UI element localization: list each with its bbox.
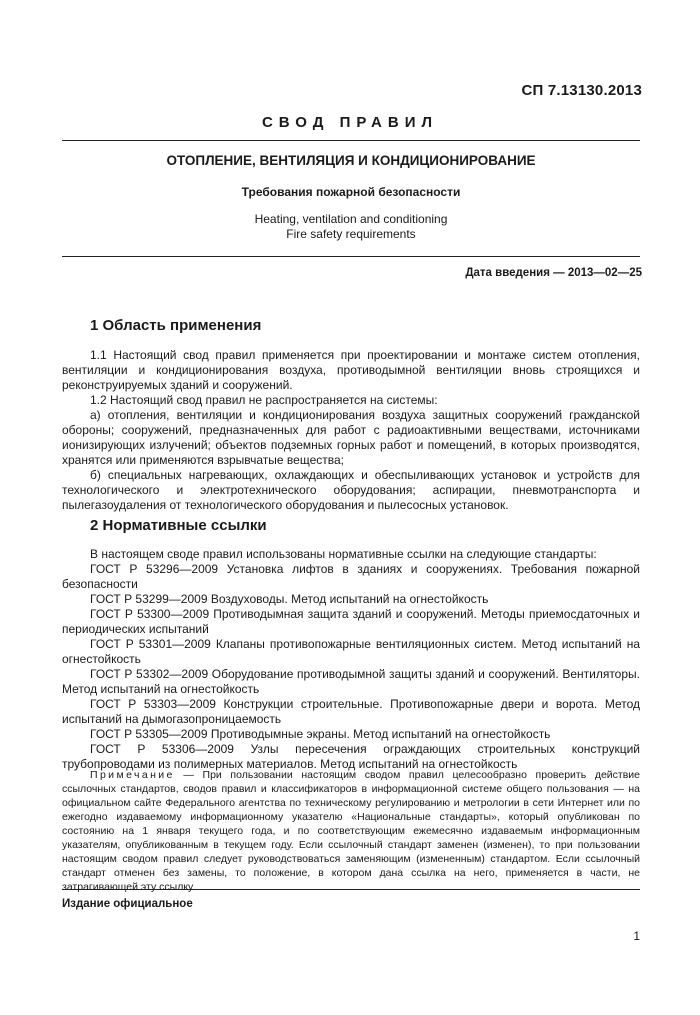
edition-label: Издание официальное <box>62 898 193 910</box>
reference-item: ГОСТ Р 53299—2009 Воздуховоды. Метод испытаний на огнестойкость <box>90 592 489 606</box>
note-text: — При пользовании настоящим сводом правил целесообразно проверить действие ссылочных стандартов, сводов правил и классификаторов в информационной системе общего пользования — на официальном сайте Федерального агентства по техническому регулированию и метрологии в сети Интернет или по ежегодно издаваемому информационному указателю «Национальные стандарты», который опубликован по состоянию на 1 января текущего года, и по соответствующим ежемесячно издаваемым информационным указателям, опубликованным в текущем году. Если ссылочный стандарт заменен (изменен), то при пользовании настоящим сводом правил следует руководствоваться заменяющим (измененным) стандартом. Если ссылочный стандарт отменен без замены, то положение, в котором дана ссылка на него, применяется в части, не затрагивающей эту ссылку. <box>62 769 640 893</box>
paragraph: 1.2 Настоящий свод правил не распространяется на системы: <box>90 393 438 407</box>
section-1-body <box>62 348 640 513</box>
paragraph: б) специальных нагревающих, охлаждающих и обеспыливающих установок и устройств для технологического и электротехнического оборудования; аспирации, пневмотранспорта и пылегазоудаления от технологического оборудования и пылесосных установок. <box>62 468 640 512</box>
paragraph: а) отопления, вентиляции и кондиционирования воздуха защитных сооружений гражданской обороны; сооружений, предназначенных для работ с радиоактивными веществами, источниками ионизирующих излучений; объектов подземных горных работ и помещений, в которых производятся, хранятся или применяются взрывчатые вещества; <box>62 408 640 467</box>
section-1-heading: 1 Область применения <box>90 317 262 334</box>
document-title: ОТОПЛЕНИЕ, ВЕНТИЛЯЦИЯ И КОНДИЦИОНИРОВАНИЕ <box>166 153 536 168</box>
document-code: СП 7.13130.2013 <box>521 82 642 99</box>
paragraph: В настоящем своде правил использованы нормативные ссылки на следующие стандарты: <box>90 547 597 561</box>
title-rule <box>62 256 640 257</box>
reference-item: ГОСТ Р 53303—2009 Конструкции строительные. Противопожарные двери и ворота. Метод испытаний на дымогазопроницаемость <box>62 697 640 726</box>
note <box>62 768 640 894</box>
reference-item: ГОСТ Р 53300—2009 Противодымная защита зданий и сооружений. Методы приемосдаточных и периодических испытаний <box>62 607 640 636</box>
note-label: Примечание <box>90 769 175 781</box>
reference-item: ГОСТ Р 53305—2009 Противодымные экраны. Метод испытаний на огнестойкость <box>90 727 551 741</box>
reference-item: ГОСТ Р 53306—2009 Узлы пересечения ограждающих строительных конструкций трубопроводами из полимерных материалов. Метод испытаний на огнестойкость <box>62 742 640 771</box>
header-rule <box>62 140 640 141</box>
introduction-date: Дата введения — 2013—02—25 <box>465 267 642 279</box>
document-type: СВОД ПРАВИЛ <box>261 114 439 131</box>
paragraph: 1.1 Настоящий свод правил применяется при проектировании и монтаже систем отопления, вентиляции и кондиционирования воздуха, противодымной вентиляции вновь строящихся и реконструируемых зданий и сооружений. <box>62 348 640 392</box>
reference-item: ГОСТ Р 53302—2009 Оборудование противодымной защиты зданий и сооружений. Вентиляторы. Метод испытаний на огнестойкость <box>62 667 640 696</box>
section-2-heading: 2 Нормативные ссылки <box>90 517 267 534</box>
reference-item: ГОСТ Р 53296—2009 Установка лифтов в зданиях и сооружениях. Требования пожарной безопасности <box>62 562 640 591</box>
page-number: 1 <box>633 929 640 943</box>
english-subtitle: Fire safety requirements <box>286 227 416 241</box>
reference-item: ГОСТ Р 53301—2009 Клапаны противопожарные вентиляционных систем. Метод испытаний на огнестойкость <box>62 637 640 666</box>
document-subtitle: Требования пожарной безопасности <box>241 185 461 199</box>
section-2-body <box>62 547 640 772</box>
english-title: Heating, ventilation and conditioning <box>254 212 448 226</box>
footer-rule <box>62 889 640 890</box>
